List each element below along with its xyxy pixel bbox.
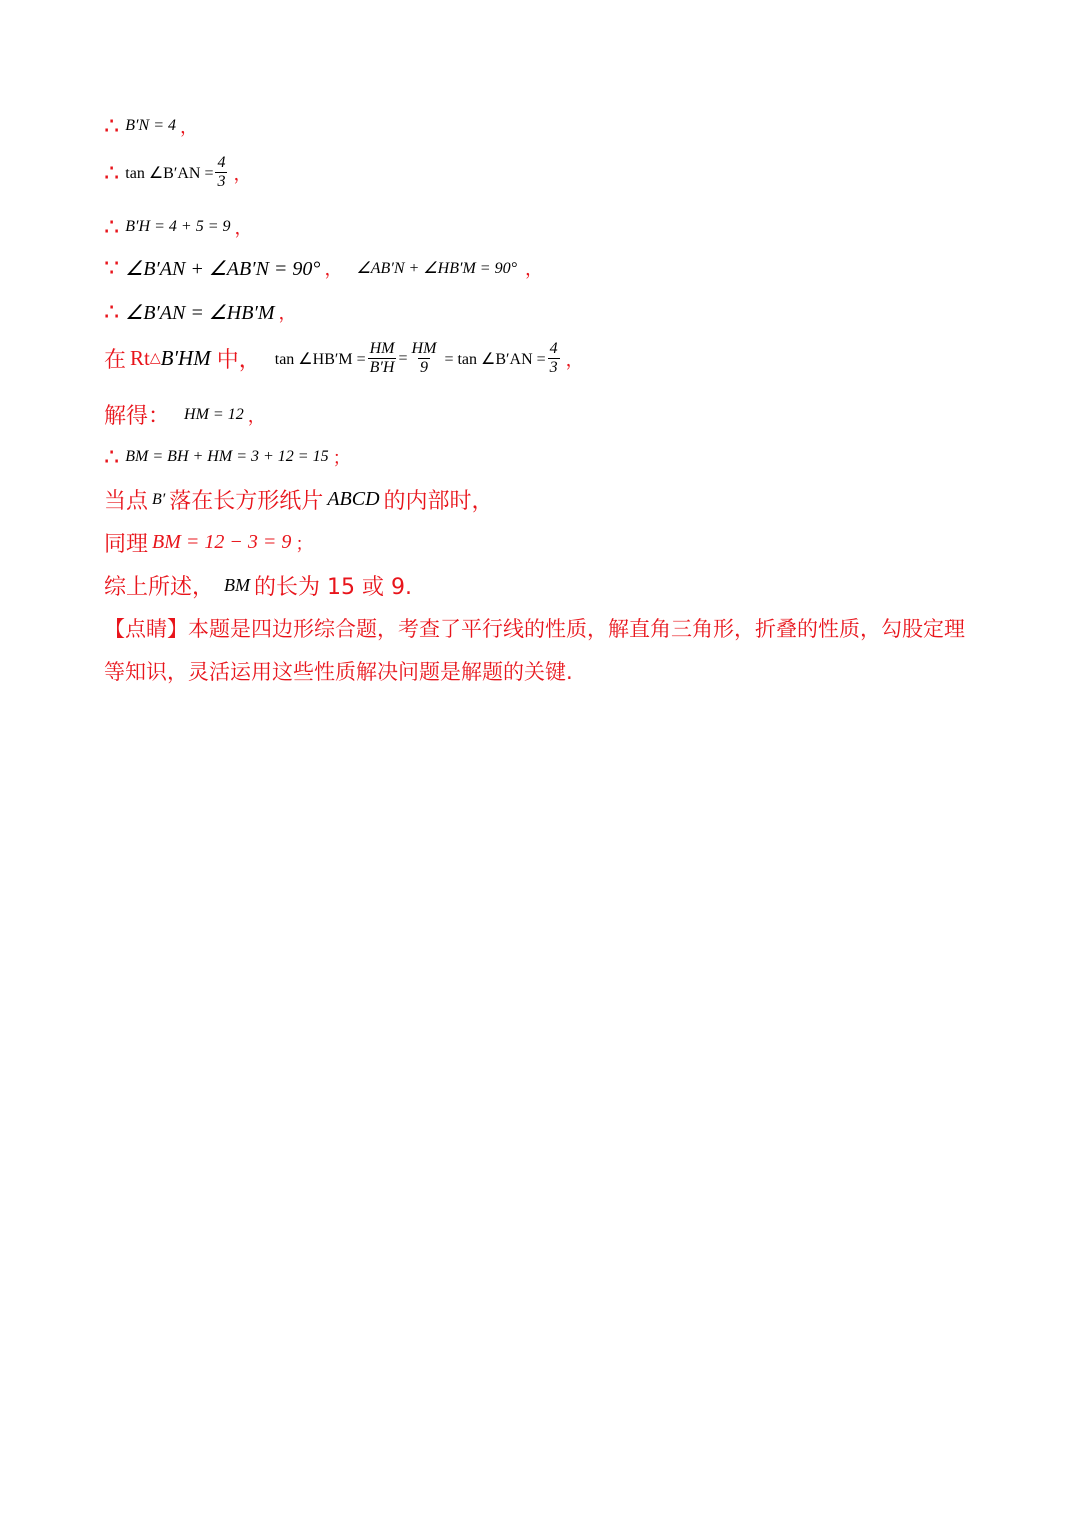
therefore-symbol: ∴ (104, 443, 120, 471)
math-expression: tan ∠HB′M = (274, 350, 366, 368)
math-expression: ∠B′AN = ∠HB′M (125, 301, 275, 324)
math-expression: BM = BH + HM = 3 + 12 = 15 (125, 448, 329, 465)
fraction-denominator: 3 (549, 359, 558, 377)
comment-paragraph: 【点睛】本题是四边形综合题，考查了平行线的性质，解直角三角形，折叠的性质，勾股定理等知识，灵活运用这些性质解决问题是解题的关键. (104, 617, 965, 684)
punctuation: ， (525, 259, 543, 280)
because-symbol: ∵ (104, 254, 120, 282)
text: 当点 (104, 489, 149, 514)
therefore-symbol: ∴ (104, 213, 120, 241)
step-angle-sums (104, 254, 543, 282)
fraction-numerator: HM (411, 340, 437, 357)
step-bn-equals-4 (104, 112, 198, 140)
fraction (410, 340, 439, 378)
math-expression: ∠B′AN + ∠AB′N = 90° (125, 257, 321, 280)
punctuation: ； (295, 533, 314, 555)
text-zhong: 中， (216, 348, 261, 374)
therefore-symbol: ∴ (104, 112, 120, 140)
fraction-numerator: 4 (549, 340, 558, 357)
math-variable: BM (224, 575, 251, 595)
text: 综上所述， (104, 575, 215, 600)
math-expression: B′N = 4 (125, 117, 177, 134)
step-rt-triangle (104, 340, 584, 378)
fraction-denominator: 3 (217, 173, 226, 191)
math-expression: tan ∠B′AN = (125, 164, 214, 182)
triangle-name: B′HM (160, 346, 211, 371)
step-bh-equals-9 (104, 213, 253, 241)
text-jiede: 解得： (104, 404, 171, 429)
text: 同理 (104, 532, 149, 557)
math-expression: B′H = 4 + 5 = 9 (125, 218, 231, 235)
math-expression: BM = 12 − 3 = 9 (152, 531, 292, 553)
equals-sign: = (398, 349, 408, 367)
therefore-symbol: ∴ (104, 298, 120, 326)
text-rt: Rt (130, 346, 150, 371)
point-name: B′ (152, 490, 166, 508)
text: 的长为 15 或 9. (254, 575, 412, 600)
triangle-symbol: △ (149, 351, 161, 367)
case-inside-rectangle (104, 484, 494, 515)
punctuation: ； (332, 448, 351, 469)
punctuation: ， (234, 218, 253, 239)
punctuation: ， (324, 259, 343, 280)
math-expression: = tan ∠B′AN = (444, 350, 546, 368)
conclusion (104, 570, 412, 601)
fraction (215, 154, 227, 192)
text-zai: 在 (104, 348, 127, 374)
fraction-denominator: 9 (419, 359, 428, 377)
therefore-symbol: ∴ (104, 158, 120, 187)
step-angle-equal (104, 298, 296, 326)
punctuation: ， (565, 349, 584, 371)
fraction-numerator: HM (369, 340, 395, 357)
shape-name: ABCD (327, 488, 380, 510)
punctuation: ， (278, 303, 297, 324)
step-bm-equals-15 (104, 443, 351, 471)
fraction-denominator: B′H (369, 359, 395, 377)
fraction (548, 340, 560, 378)
punctuation: ， (180, 117, 199, 138)
step-bm-equals-9 (104, 527, 313, 558)
punctuation: ， (247, 405, 266, 427)
fraction-numerator: 4 (217, 154, 226, 171)
fraction (368, 340, 397, 378)
text: 的内部时， (383, 489, 494, 514)
punctuation: ， (233, 163, 252, 185)
text: 落在长方形纸片 (169, 489, 324, 514)
math-expression: ∠AB′N + ∠HB′M = 90° (356, 260, 517, 277)
math-expression: HM = 12 (184, 405, 244, 423)
step-tan-ban (104, 154, 251, 192)
step-solve-hm (104, 399, 266, 430)
